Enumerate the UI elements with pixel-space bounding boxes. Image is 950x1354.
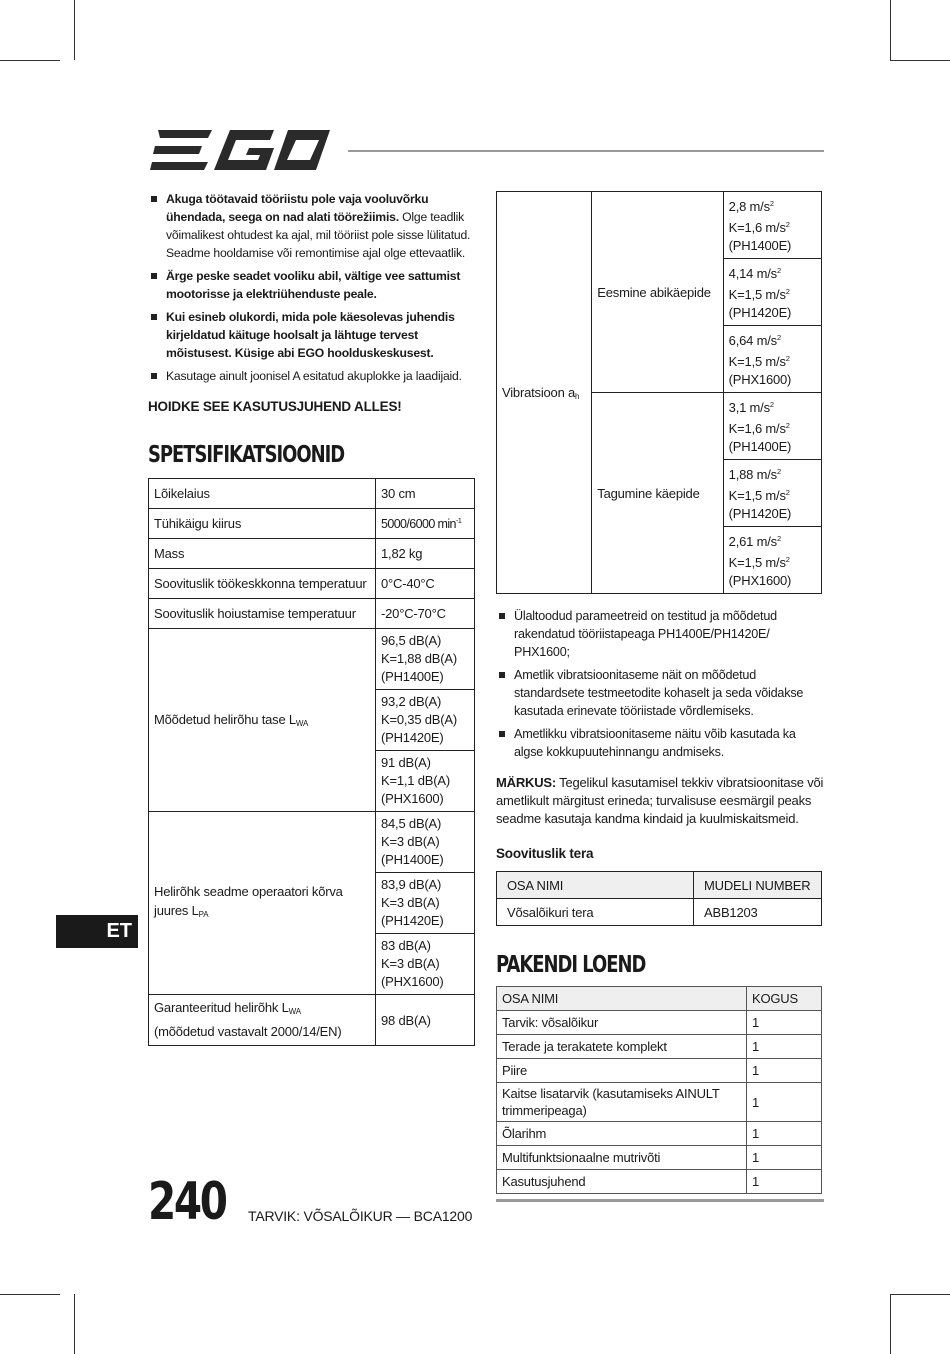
remark-text: Tegelikul kasutamisel tekkiv vibratsioonitase või ametlikult märgitust erineda; turvalisuse eesmärgil peaks seadme kasutaja kandma kindaid ja kuulmiskaitsmeid. [496,775,824,826]
value-line: (PH1420E) [728,506,792,521]
spec-value: -20°C-70°C [376,599,475,629]
value-line [729,417,816,438]
value-line: K=3 dB(A) [381,834,440,849]
superscript: 2 [785,220,790,229]
value-line: (PHX1600) [381,974,444,989]
table-row [149,569,475,599]
table-cell: Võsalõikuri tera [497,899,694,926]
vibration-value [723,460,821,527]
value-line: (PH1400E) [381,852,444,867]
spec-value [376,873,475,934]
bullet-text: Olge teadlik võimalikest ohtudest ka ajal, mil tööriist pole sisse lülitatud. Seadme hooldamise või remontimise ajal olge ettevaatlik. [166,210,471,260]
value-line: 93,2 dB(A) [381,694,442,709]
superscript: 2 [776,266,781,275]
value-line: K=1,1 dB(A) [381,773,450,788]
value-line [729,530,816,551]
value-line: (PH1400E) [381,669,444,684]
spec-value-text: 5000/6000 min [381,517,456,531]
spec-label: Soovituslik töökeskkonna temperatuur [149,569,376,599]
package-table [496,986,822,1194]
crop-mark [890,1294,950,1295]
superscript: -1 [455,516,462,525]
table-cell: Kasutusjuhend [497,1170,747,1194]
superscript: 2 [776,333,781,342]
table-row [149,812,475,873]
list-item: Ametlikku vibratsioonitaseme näitu võib kasutada ka algse kokkupuutehinnangu andmiseks. [496,725,824,761]
vibration-label-text: Vibratsioon a [502,384,576,400]
spec-label [149,629,376,812]
crop-mark [890,0,891,60]
vibration-value [723,326,821,393]
blade-heading: Soovituslik tera [496,846,594,861]
spec-label: Soovituslik hoiustamise temperatuur [149,599,376,629]
bullet-bold-text: Ärge peske seadet vooliku abil, vältige vee sattumist mootorisse ja elektriühenduste peale. [166,269,461,301]
value-line: 83 dB(A) [381,938,431,953]
spec-label [149,995,376,1046]
footer-text: TARVIK: VÕSALÕIKUR — BCA1200 [248,1208,473,1224]
value-line [729,350,816,371]
value-text: K=1,5 m/s [728,354,786,369]
table-row [497,899,822,926]
table-cell: Õlarihm [497,1122,747,1146]
spec-value [376,751,475,812]
value-line [729,463,816,484]
value-text: K=1,6 m/s [728,421,786,436]
language-tab: ET [56,915,138,948]
table-cell: 1 [747,1083,822,1122]
superscript: 2 [785,488,790,497]
column-header: MUDELI NUMBER [694,872,822,899]
bullet-bold-text: Akuga töötavaid tööriistu pole vaja vooluvõrku ühendada, seega on nad alati töörežiimis. [166,192,429,224]
crop-mark [74,0,75,60]
value-text: K=1,5 m/s [728,287,786,302]
column-header: KOGUS [747,987,822,1011]
table-cell: 1 [747,1059,822,1083]
left-column [148,190,475,1046]
spec-label-text: Mõõdetud helirõhu tase L [154,712,296,727]
list-item [148,308,475,362]
spec-label: Mass [149,539,376,569]
spec-label-text: Helirõhk seadme operaatori kõrva [154,884,343,899]
table-header-row [497,872,822,899]
table-cell: 1 [747,1011,822,1035]
spec-value [376,629,475,690]
table-row [497,1122,822,1146]
crop-mark [74,1294,75,1354]
remark-label: MÄRKUS: [496,775,556,790]
spec-label [149,812,376,995]
spec-label: Lõikelaius [149,479,376,509]
spec-label-text: (mõõdetud vastavalt 2000/14/EN) [154,1024,342,1039]
list-item [148,190,475,262]
value-line [729,551,816,572]
list-item: Ametlik vibratsioonitaseme näit on mõõdetud standardsete testmeetodite kohaselt ja seda võidakse kasutada erinevate tööriistade võrdlemiseks. [496,666,824,720]
spec-value: 98 dB(A) [376,995,475,1046]
superscript: 2 [776,534,781,543]
table-row [149,995,475,1046]
value-text: 2,8 m/s [728,199,770,214]
superscript: 2 [769,199,774,208]
keep-manual-notice: HOIDKE SEE KASUTUSJUHEND ALLES! [148,399,402,414]
value-text: 6,64 m/s [728,333,777,348]
table-cell: Multifunktsionaalne mutrivõti [497,1146,747,1170]
table-row [497,1170,822,1194]
list-item [148,367,475,385]
table-header-row [497,987,822,1011]
vibration-value [723,259,821,326]
value-line: K=0,35 dB(A) [381,712,458,727]
superscript: 2 [776,467,781,476]
value-text: K=1,5 m/s [728,488,786,503]
value-line [729,262,816,283]
spec-label-text: Garanteeritud helirõhk L [154,1000,289,1015]
vibration-notes [496,607,824,761]
spec-value [376,934,475,995]
table-row [149,479,475,509]
spec-value: 0°C-40°C [376,569,475,599]
value-line [729,329,816,350]
subscript: PA [198,910,209,919]
spec-value [376,509,475,539]
value-line: (PHX1600) [728,573,792,588]
table-cell: 1 [747,1035,822,1059]
superscript: 2 [785,287,790,296]
value-line: K=1,88 dB(A) [381,651,458,666]
table-row [497,1059,822,1083]
column-header: OSA NIMI [497,987,747,1011]
spec-value [376,690,475,751]
superscript: 2 [769,400,774,409]
column-header: OSA NIMI [497,872,694,899]
value-line: (PH1420E) [381,730,444,745]
footer-rule [496,1199,824,1202]
value-text: 4,14 m/s [728,266,777,281]
value-text: K=1,6 m/s [728,220,786,235]
table-cell: Piire [497,1059,747,1083]
table-row [497,1083,822,1122]
remark-note [496,774,824,828]
subscript: WA [288,1007,301,1016]
specs-title: SPETSIFIKATSIOONID [148,442,345,468]
value-line: K=3 dB(A) [381,895,440,910]
spec-value: 30 cm [376,479,475,509]
value-line: 84,5 dB(A) [381,816,442,831]
specifications-table [148,478,475,1046]
value-line: (PH1420E) [381,913,444,928]
value-line: 83,9 dB(A) [381,877,442,892]
bullet-bold-text: Kui esineb olukordi, mida pole käesolevas juhendis kirjeldatud käituge hoolsalt ja lähtuge tervest mõistusest. Küsige abi EGO hoolduskeskusest. [166,310,455,360]
crop-mark [890,1294,891,1354]
ego-logo [150,128,332,172]
table-row [149,509,475,539]
value-line: (PHX1600) [728,372,792,387]
spec-label: Tühikäigu kiirus [149,509,376,539]
table-cell: Terade ja terakatete komplekt [497,1035,747,1059]
superscript: 2 [785,354,790,363]
value-text: K=1,5 m/s [728,555,786,570]
value-text: 2,61 m/s [728,534,777,549]
intro-bullets [148,190,475,385]
blade-table [496,871,822,926]
vibration-value [723,393,821,460]
spec-value: 1,82 kg [376,539,475,569]
bullet-text: Kasutage ainult joonisel A esitatud akuplokke ja laadijaid. [166,369,462,383]
crop-mark [0,60,60,61]
value-line: (PHX1600) [381,791,444,806]
spec-value [376,812,475,873]
superscript: 2 [785,555,790,564]
table-row [497,1035,822,1059]
right-column [496,191,824,1194]
table-row [497,1146,822,1170]
spec-label-line [154,998,370,1022]
page-number: 240 [148,1172,226,1232]
table-row [497,192,822,259]
table-row [149,629,475,690]
table-row [149,599,475,629]
subscript: h [575,391,580,401]
table-row [149,539,475,569]
vibration-value [723,192,821,259]
value-text: 3,1 m/s [728,400,770,415]
spec-label-line [154,901,370,924]
value-line: K=3 dB(A) [381,956,440,971]
table-cell: 1 [747,1170,822,1194]
table-cell: 1 [747,1146,822,1170]
table-cell: ABB1203 [694,899,822,926]
value-line: 96,5 dB(A) [381,633,442,648]
value-line [729,484,816,505]
handle-label: Tagumine käepide [592,393,723,594]
vibration-value [723,527,821,594]
crop-mark [890,60,950,61]
value-line [729,216,816,237]
crop-mark [0,1294,60,1295]
value-line [729,283,816,304]
superscript: 2 [785,421,790,430]
list-item [148,267,475,303]
subscript: WA [295,719,309,728]
value-line [729,195,816,216]
vibration-table [496,191,822,594]
table-cell: 1 [747,1122,822,1146]
handle-label: Eesmine abikäepide [592,192,723,393]
value-line: 91 dB(A) [381,755,431,770]
value-line [729,396,816,417]
vibration-label [497,192,592,594]
table-cell: Tarvik: võsalõikur [497,1011,747,1035]
table-row [497,1011,822,1035]
value-line: (PH1400E) [728,238,792,253]
value-line: (PH1420E) [728,305,792,320]
table-cell: Kaitse lisatarvik (kasutamiseks AINULT trimmeripeaga) [497,1083,747,1122]
spec-label-text: juures L [154,903,199,918]
package-title: PAKENDI LOEND [496,952,646,978]
list-item: Ülaltoodud parameetreid on testitud ja mõõdetud rakendatud tööriistapeaga PH1400E/PH1420E/ PHX1600; [496,607,824,661]
value-line: (PH1400E) [728,439,792,454]
value-text: 1,88 m/s [728,467,777,482]
header-rule [348,150,824,152]
